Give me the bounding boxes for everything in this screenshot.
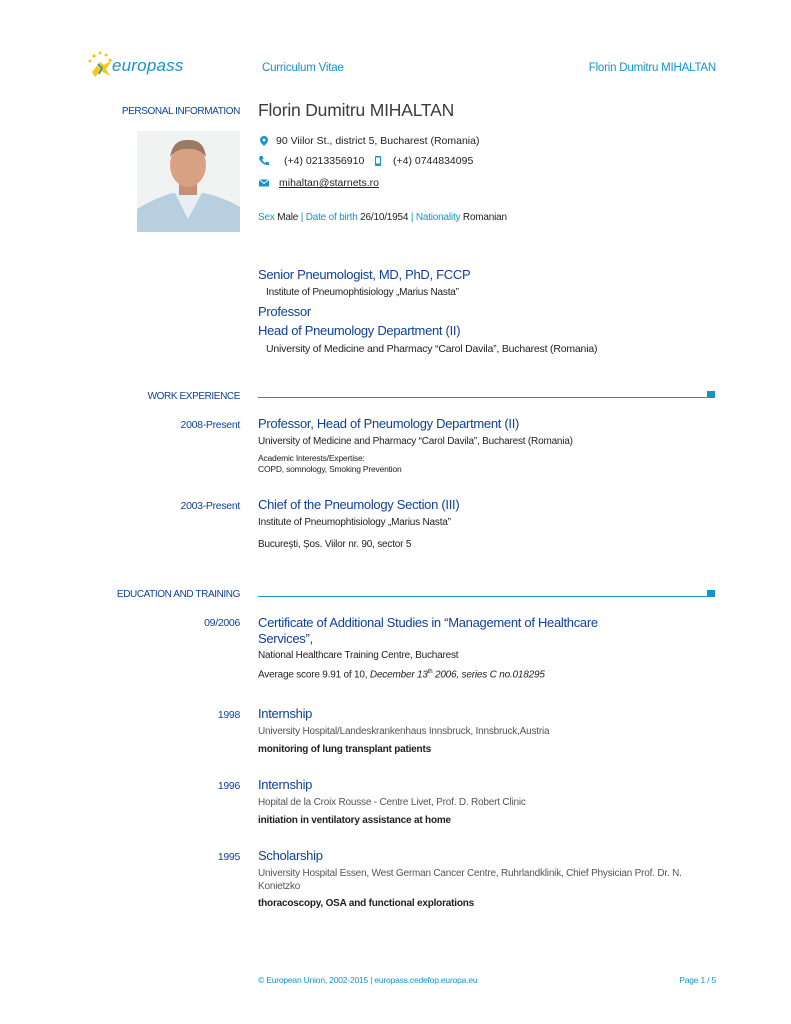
document-title: Curriculum Vitae (262, 62, 344, 74)
work-date: 2008-Present (180, 419, 240, 431)
dob-label: Date of birth (305, 212, 358, 223)
education-organisation: Hopital de la Croix Rousse - Centre Livet, Prof. D. Robert Clinic (258, 797, 526, 808)
footer-copyright: © European Union, 2002-2015 | europass.cedefop.europa.eu (258, 975, 478, 985)
header-name: Florin Dumitru MIHALTAN (588, 62, 716, 74)
section-divider-marker (707, 391, 715, 398)
position-university: University of Medicine and Pharmacy “Carol Davila”, Bucharest (Romania) (266, 343, 598, 355)
work-employer: Institute of Pneumophtisiology „Marius Nasta” (258, 517, 451, 528)
email-link[interactable]: mihaltan@starnets.ro (279, 177, 379, 189)
europass-logo (86, 50, 196, 80)
work-employer: University of Medicine and Pharmacy “Carol Davila”, Bucharest (Romania) (258, 436, 573, 447)
education-organisation: University Hospital Essen, West German Cancer Centre, Ruhrlandklinik, Chief Physician Prof. Dr. N. (258, 868, 682, 879)
education-date: 09/2006 (204, 617, 240, 629)
separator: | (410, 212, 414, 223)
education-date: 1995 (217, 851, 240, 863)
phone-text: (+4) 0213356910 (284, 155, 365, 167)
personal-details-line (258, 212, 507, 223)
section-divider (258, 397, 707, 398)
person-name: Florin Dumitru MIHALTAN (258, 100, 455, 120)
education-organisation: University Hospital/Landeskrankenhaus Innsbruck, Innsbruck,Austria (258, 726, 550, 737)
work-date: 2003-Present (180, 500, 240, 512)
education-detail: thoracoscopy, OSA and functional explorations (258, 898, 475, 909)
work-address: București, Șos. Viilor nr. 90, sector 5 (258, 539, 412, 550)
education-score (258, 669, 545, 680)
section-divider (258, 596, 707, 597)
education-title-continued: Services”, (258, 631, 313, 646)
section-divider-marker (707, 590, 715, 597)
education-title: Scholarship (258, 848, 323, 863)
address-text: 90 Viilor St., district 5, Bucharest (Romania) (276, 135, 480, 147)
education-organisation-continued: Konietzko (258, 881, 301, 892)
education-label: EDUCATION AND TRAINING (116, 589, 240, 600)
profile-photo (137, 131, 240, 232)
work-note: COPD, somnology, Smoking Prevention (258, 464, 402, 474)
position-professor: Professor (258, 304, 311, 319)
page-number: Page 1 / 5 (679, 975, 716, 985)
education-title: Internship (258, 777, 313, 792)
work-experience-label: WORK EXPERIENCE (147, 391, 240, 402)
nationality-value: Romanian (462, 212, 507, 223)
sex-label: Sex (258, 212, 275, 223)
education-date: 1998 (217, 709, 240, 721)
work-note: Academic Interests/Expertise: (258, 453, 365, 463)
sex-value: Male (277, 212, 299, 223)
education-title: Certificate of Additional Studies in “Management of Healthcare (258, 615, 598, 630)
email-icon (258, 177, 270, 189)
separator: | (300, 212, 304, 223)
mobile-phone-icon (372, 155, 384, 167)
logo-text: europass (112, 56, 184, 75)
education-date: 1996 (217, 780, 240, 792)
score-prefix: Average score 9.91 of 10, (258, 669, 370, 681)
location-pin-icon (258, 135, 270, 147)
personal-information-label: PERSONAL INFORMATION (121, 106, 240, 117)
nationality-label: Nationality (415, 212, 461, 223)
education-detail: initiation in ventilatory assistance at home (258, 815, 451, 826)
work-title: Professor, Head of Pneumology Department (II) (258, 416, 520, 431)
phone-icon (258, 155, 270, 167)
score-series: 2006, series C no.018295 (432, 669, 545, 681)
dob-value: 26/10/1954 (360, 212, 409, 223)
mobile-text: (+4) 0744834095 (393, 155, 474, 167)
education-detail: monitoring of lung transplant patients (258, 744, 431, 755)
position-title: Senior Pneumologist, MD, PhD, FCCP (258, 267, 471, 282)
position-institute: Institute of Pneumophtisiology „Marius Nasta” (266, 287, 459, 298)
score-date: December 13 (369, 669, 428, 681)
education-title: Internship (258, 706, 313, 721)
education-organisation: National Healthcare Training Centre, Bucharest (258, 650, 459, 661)
position-head: Head of Pneumology Department (II) (258, 323, 461, 338)
score-date-suffix: th (427, 669, 433, 675)
work-title: Chief of the Pneumology Section (III) (258, 497, 460, 512)
